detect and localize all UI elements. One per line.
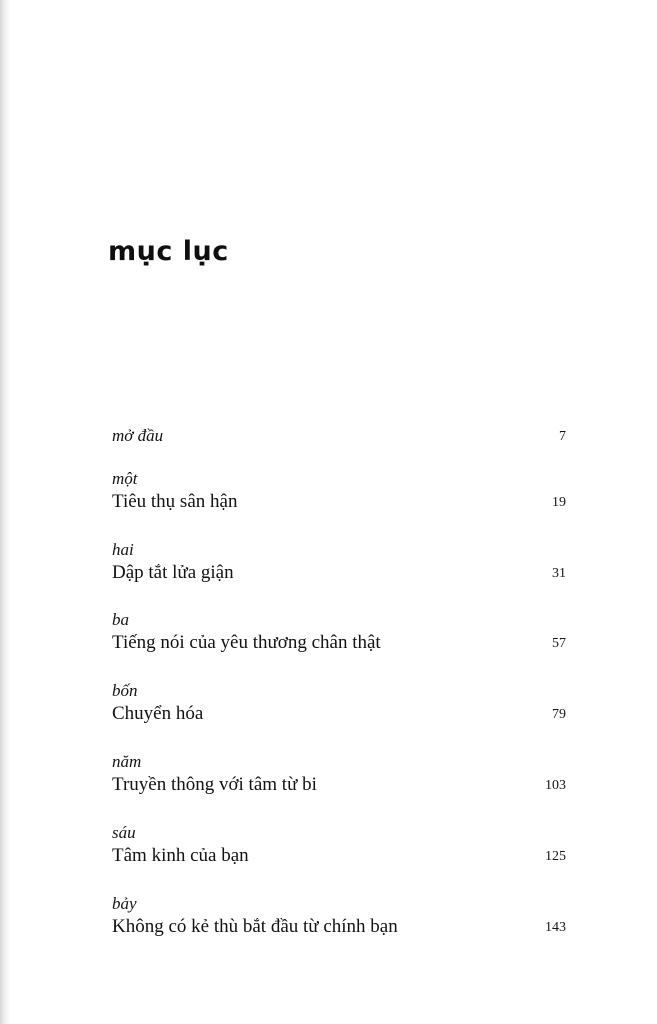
chapter-label: bốn [112,681,138,700]
toc-entry-chapter-2 [112,540,566,586]
toc-entry-line [112,560,566,586]
toc-entry-chapter-7 [112,894,566,940]
toc-page-number: 143 [545,920,566,935]
page-title: mục lục [108,236,229,267]
toc-entry-line [112,772,566,798]
chapter-label: năm [112,752,142,771]
toc-page-number: 125 [545,849,566,864]
chapter-label: ba [112,610,129,629]
toc-page-number: 19 [552,495,566,510]
toc-entry-chapter-1 [112,469,566,515]
toc-entry-title: mở đầu [112,426,164,445]
chapter-label: sáu [112,823,136,842]
toc-entry-chapter-6 [112,823,566,869]
toc-entry-title: Truyền thông với tâm từ bi [112,774,317,795]
toc-entry-title: Tiêu thụ sân hận [112,491,238,512]
toc-entry-title: Chuyển hóa [112,703,204,724]
toc-page-number: 7 [559,429,566,444]
toc-entry-line [112,701,566,727]
toc-entry-title: Tiếng nói của yêu thương chân thật [112,632,381,653]
page-edge-shadow [0,0,10,1024]
toc-entry-chapter-5 [112,752,566,798]
toc-entry-preface [112,423,566,449]
toc-entry-chapter-4 [112,681,566,727]
toc-entry-line [112,843,566,869]
chapter-label: hai [112,540,134,559]
toc-entry-line [112,914,566,940]
toc-page-number: 79 [552,707,566,722]
toc-entry-line [112,423,566,449]
toc-entry-line [112,489,566,515]
toc-entry-title: Không có kẻ thù bắt đầu từ chính bạn [112,916,398,937]
toc-entry-chapter-3 [112,610,566,656]
toc-page-number: 31 [552,566,566,581]
toc-entry-title: Dập tắt lửa giận [112,562,234,583]
toc-entry-line [112,630,566,656]
chapter-label: một [112,469,138,488]
toc-page-number: 57 [552,636,566,651]
toc-page-number: 103 [545,778,566,793]
toc-entry-title: Tâm kinh của bạn [112,845,249,866]
chapter-label: bảy [112,894,137,913]
